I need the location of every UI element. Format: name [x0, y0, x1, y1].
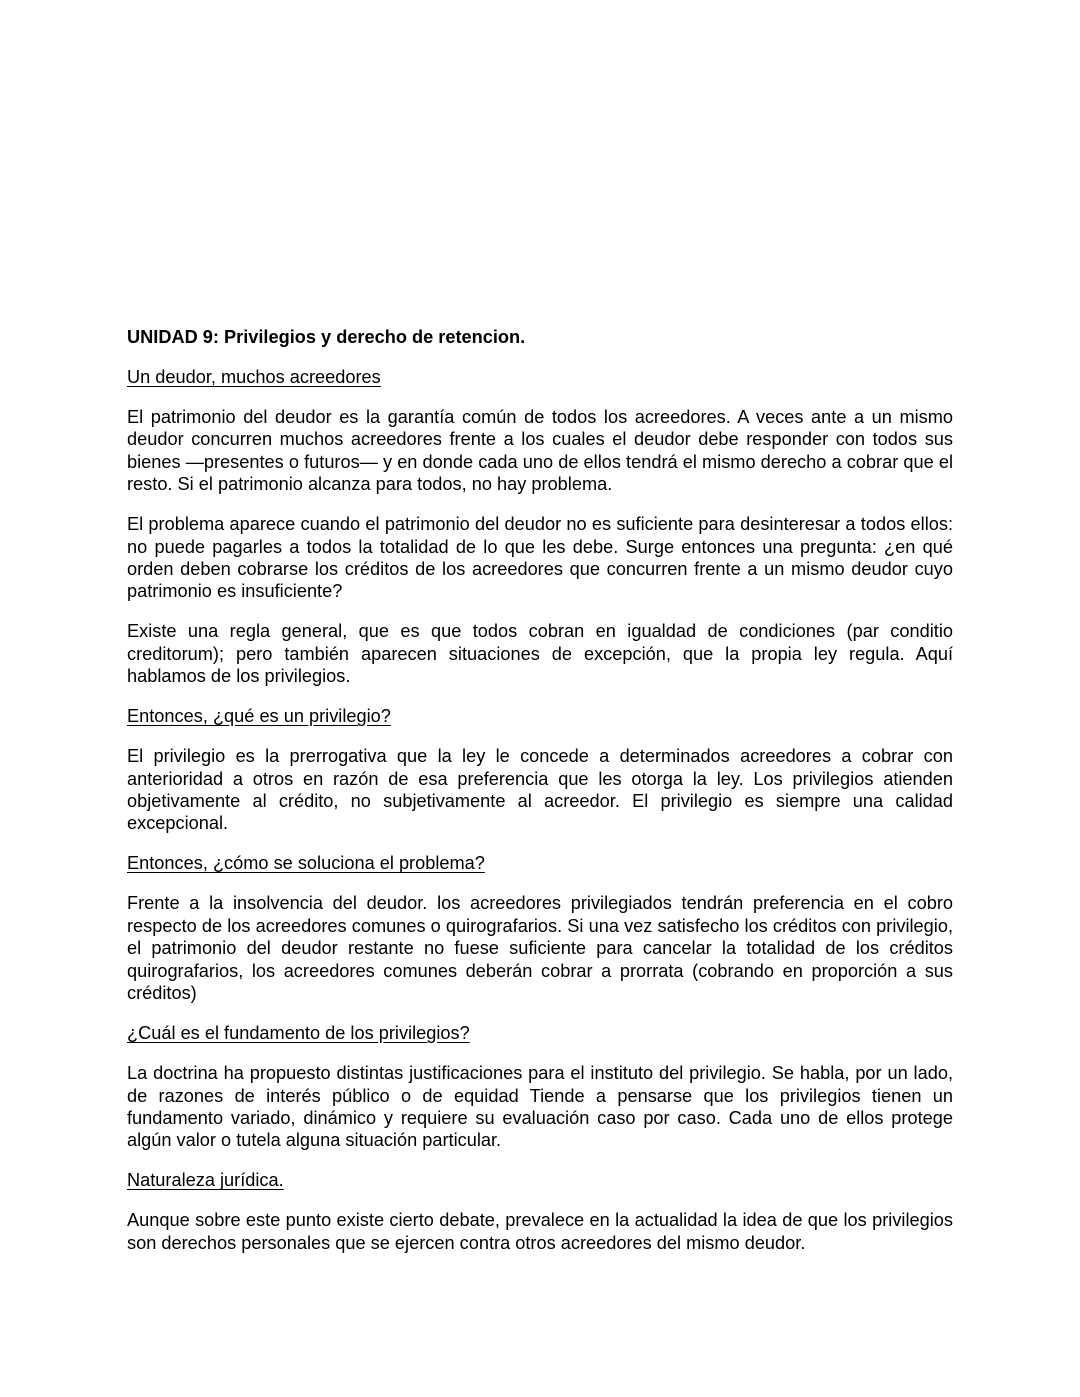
paragraph: El privilegio es la prerrogativa que la ley le concede a determinados acreedores a cobrar con anterioridad a otros en razón de esa preferencia que les otorga la ley. Los privilegios atienden objetivamente al crédito, no subjetivamente al acreedor. El privilegio es siempre una calidad excepcional. [127, 746, 953, 834]
document-title: UNIDAD 9: Privilegios y derecho de retencion. [127, 327, 526, 347]
paragraph: Existe una regla general, que es que todos cobran en igualdad de condiciones (par conditio creditorum); pero también aparecen situaciones de excepción, que la propia ley regula. Aquí hablamos de los privilegios. [127, 621, 953, 687]
paragraph: La doctrina ha propuesto distintas justificaciones para el instituto del privilegio. Se habla, por un lado, de razones de interés público o de equidad Tiende a pensarse que los privilegios tienen un fundamento variado, dinámico y requiere su evaluación caso por caso. Cada uno de ellos protege algún valor o tutela alguna situación particular. [127, 1063, 953, 1151]
section-heading: Naturaleza jurídica. [127, 1170, 284, 1191]
paragraph: El patrimonio del deudor es la garantía común de todos los acreedores. A veces ante a un mismo deudor concurren muchos acreedores frente a los cuales el deudor debe responder con todos sus bienes —presentes o futuros— y en donde cada uno de ellos tendrá el mismo derecho a cobrar que el resto. Si el patrimonio alcanza para todos, no hay problema. [127, 407, 953, 495]
paragraph: Frente a la insolvencia del deudor. los acreedores privilegiados tendrán preferencia en el cobro respecto de los acreedores comunes o quirografarios. Si una vez satisfecho los créditos con privilegio, el patrimonio del deudor restante no fuese suficiente para cancelar la totalidad de los créditos quirografarios, los acreedores comunes deberán cobrar a prorrata (cobrando en proporción a sus créditos) [127, 893, 953, 1004]
section-heading: Entonces, ¿qué es un privilegio? [127, 706, 391, 727]
section-heading: Un deudor, muchos acreedores [127, 367, 381, 387]
paragraph: El problema aparece cuando el patrimonio del deudor no es suficiente para desinteresar a todos ellos: no puede pagarles a todos la totalidad de lo que les debe. Surge entonces una pregunta: ¿en qué orden deben cobrarse los créditos de los acreedores que concurren frente a un mismo deudor cuyo patrimonio es insuficiente? [127, 514, 953, 602]
paragraph: Aunque sobre este punto existe cierto debate, prevalece en la actualidad la idea de que los privilegios son derechos personales que se ejercen contra otros acreedores del mismo deudor. [127, 1210, 953, 1253]
document-page [127, 326, 953, 1272]
section-heading: ¿Cuál es el fundamento de los privilegios? [127, 1023, 470, 1044]
section-heading: Entonces, ¿cómo se soluciona el problema? [127, 853, 485, 874]
